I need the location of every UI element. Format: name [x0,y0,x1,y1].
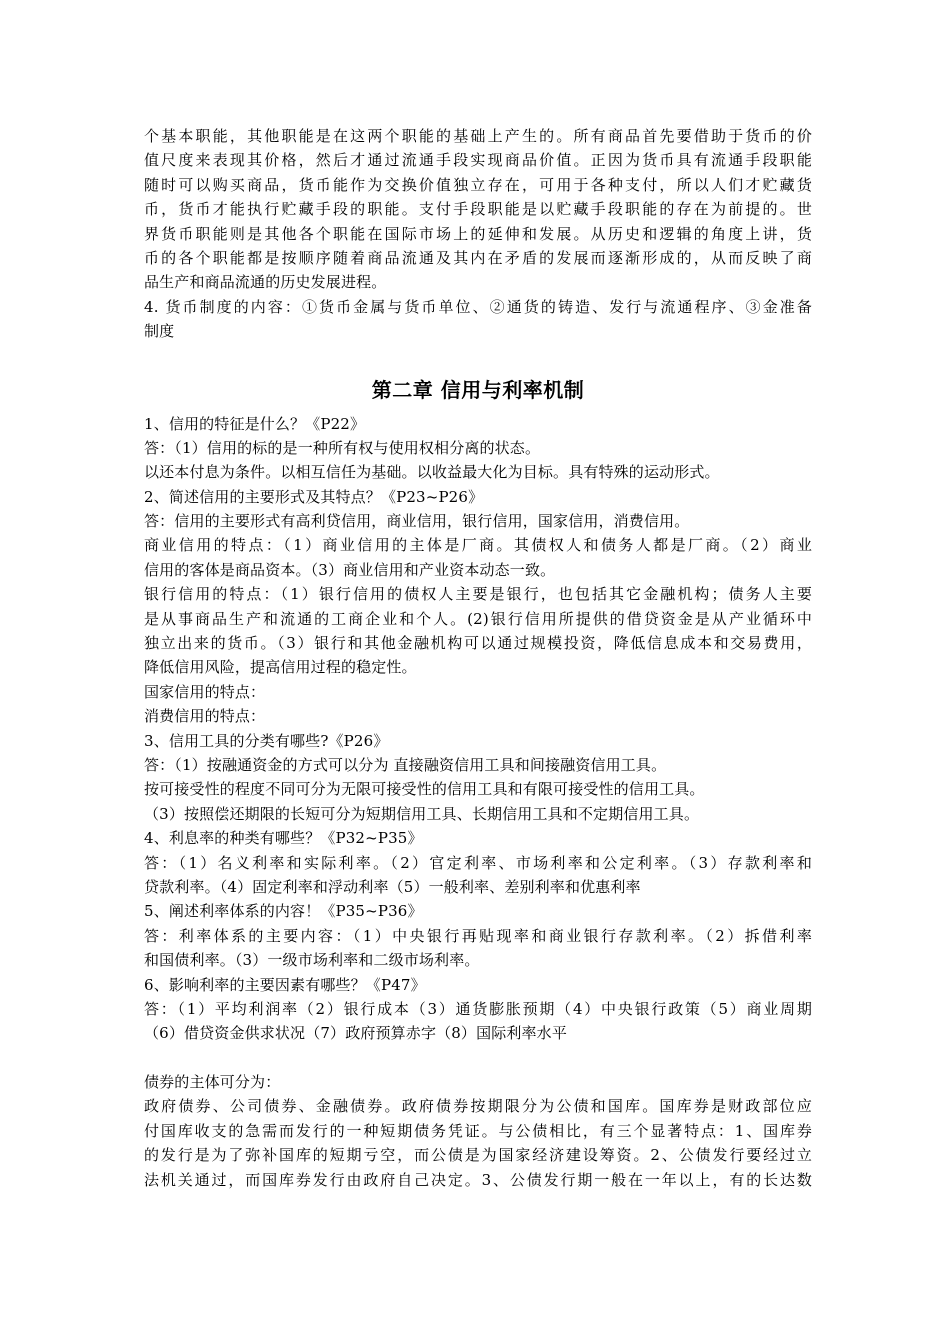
paragraph-line: 政府债券、公司债券、金融债券。政府债券按期限分为公债和国库。国库券是财政部位应 [144,1097,812,1116]
section-credit-and-interest [144,412,812,1046]
answer-line: 答：（1）平均利润率（2）银行成本（3）通货膨胀预期（4）中央银行政策（5）商业周期 [144,999,812,1018]
question-heading: 2、简述信用的主要形式及其特点？《P23~P26》 [144,487,484,506]
question-heading: 1、信用的特征是什么？《P22》 [144,414,366,433]
answer-line: 银行信用的特点：（1）银行信用的债权人主要是银行，也包括其它金融机构；债务人主要 [144,585,812,604]
answer-line: 降低信用风险，提高信用过程的稳定性。 [144,658,417,677]
paragraph-line: 法机关通过，而国库券发行由政府自己决定。3、公债发行期一般在一年以上，有的长达数 [144,1170,812,1189]
document-body [144,124,812,1192]
paragraph-line: 界货币职能则是其他各个职能在国际市场上的延伸和发展。从历史和逻辑的角度上讲，货 [144,224,812,243]
answer-line: 消费信用的特点： [144,707,266,726]
answer-line: 是从事商品生产和流通的工商企业和个人。(2)银行信用所提供的借贷资金是从产业循环中 [144,609,812,628]
paragraph-line: 值尺度来表现其价格，然后才通过流通手段实现商品价值。正因为货币具有流通手段职能 [144,151,812,170]
answer-line: 和国债利率。（3）一级市场利率和二级市场利率。 [144,951,480,970]
answer-line: 国家信用的特点： [144,682,266,701]
paragraph-line: 付国库收支的急需而发行的一种短期债务凭证。与公债相比，有三个显著特点：1、国库券 [144,1121,812,1140]
question-heading: 4、利息率的种类有哪些？《P32~P35》 [144,829,423,848]
paragraph-line: 制度 [144,322,175,341]
answer-line: 答：（1）按融通资金的方式可以分为 直接融资信用工具和间接融资信用工具。 [144,755,667,774]
answer-line: 贷款利率。（4）固定利率和浮动利率（5）一般利率、差别利率和优惠利率 [144,877,641,896]
question-heading: 3、信用工具的分类有哪些?《P26》 [144,731,389,750]
section-bonds [144,1070,812,1192]
paragraph-line: 的发行是为了弥补国库的短期亏空，而公债是为国家经济建设筹资。2、公债发行要经过立 [144,1146,812,1165]
section-money-functions [144,124,812,344]
answer-line: 答：利率体系的主要内容：（1）中央银行再贴现率和商业银行存款利率。（2）拆借利率 [144,926,812,945]
paragraph-line: 4. 货币制度的内容：①货币金属与货币单位、②通货的铸造、发行与流通程序、③金准备 [144,297,812,316]
paragraph-line: 币的各个职能都是按顺序随着商品流通及其内在矛盾的发展而逐渐形成的，从而反映了商 [144,248,812,267]
paragraph-line: 个基本职能，其他职能是在这两个职能的基础上产生的。所有商品首先要借助于货币的价 [144,127,812,145]
answer-line: 独立出来的货币。（3）银行和其他金融机构可以通过规模投资，降低信息成本和交易费用， [144,634,812,653]
answer-line: 商业信用的特点：（1）商业信用的主体是厂商。其债权人和债务人都是厂商。（2）商业 [144,536,812,555]
paragraph-line: 品生产和商品流通的历史发展进程。 [144,273,387,292]
spacer [144,344,812,374]
paragraph-line: 随时可以购买商品，货币能作为交换价值独立存在，可用于各种支付，所以人们才贮藏货 [144,175,812,194]
answer-line: 以还本付息为条件。以相互信任为基础。以收益最大化为目标。具有特殊的运动形式。 [144,463,720,482]
paragraph-line: 币，货币才能执行贮藏手段的职能。支付手段职能是以贮藏手段职能的存在为前提的。世 [144,200,812,219]
answer-line: 按可接受性的程度不同可分为无限可接受性的信用工具和有限可接受性的信用工具。 [144,780,705,799]
answer-line: 答：（1）信用的标的是一种所有权与使用权相分离的状态。 [144,438,541,457]
answer-line: （6）借贷资金供求状况（7）政府预算赤字（8）国际利率水平 [144,1024,567,1043]
spacer [144,1046,812,1070]
question-heading: 6、影响利率的主要因素有哪些？《P47》 [144,975,426,994]
paragraph-line: 债券的主体可分为： [144,1073,281,1092]
answer-line: 信用的客体是商品资本。（3）商业信用和产业资本动态一致。 [144,560,556,579]
answer-line: 答：信用的主要形式有高利贷信用，商业信用，银行信用，国家信用，消费信用。 [144,512,690,531]
answer-line: 答：（1）名义利率和实际利率。（2）官定利率、市场利率和公定利率。（3）存款利率和 [144,853,812,872]
question-heading: 5、阐述利率体系的内容！《P35~P36》 [144,902,423,921]
answer-line: （3）按照偿还期限的长短可分为短期信用工具、长期信用工具和不定期信用工具。 [144,804,700,823]
chapter-title: 第二章 信用与利率机制 [371,377,585,402]
